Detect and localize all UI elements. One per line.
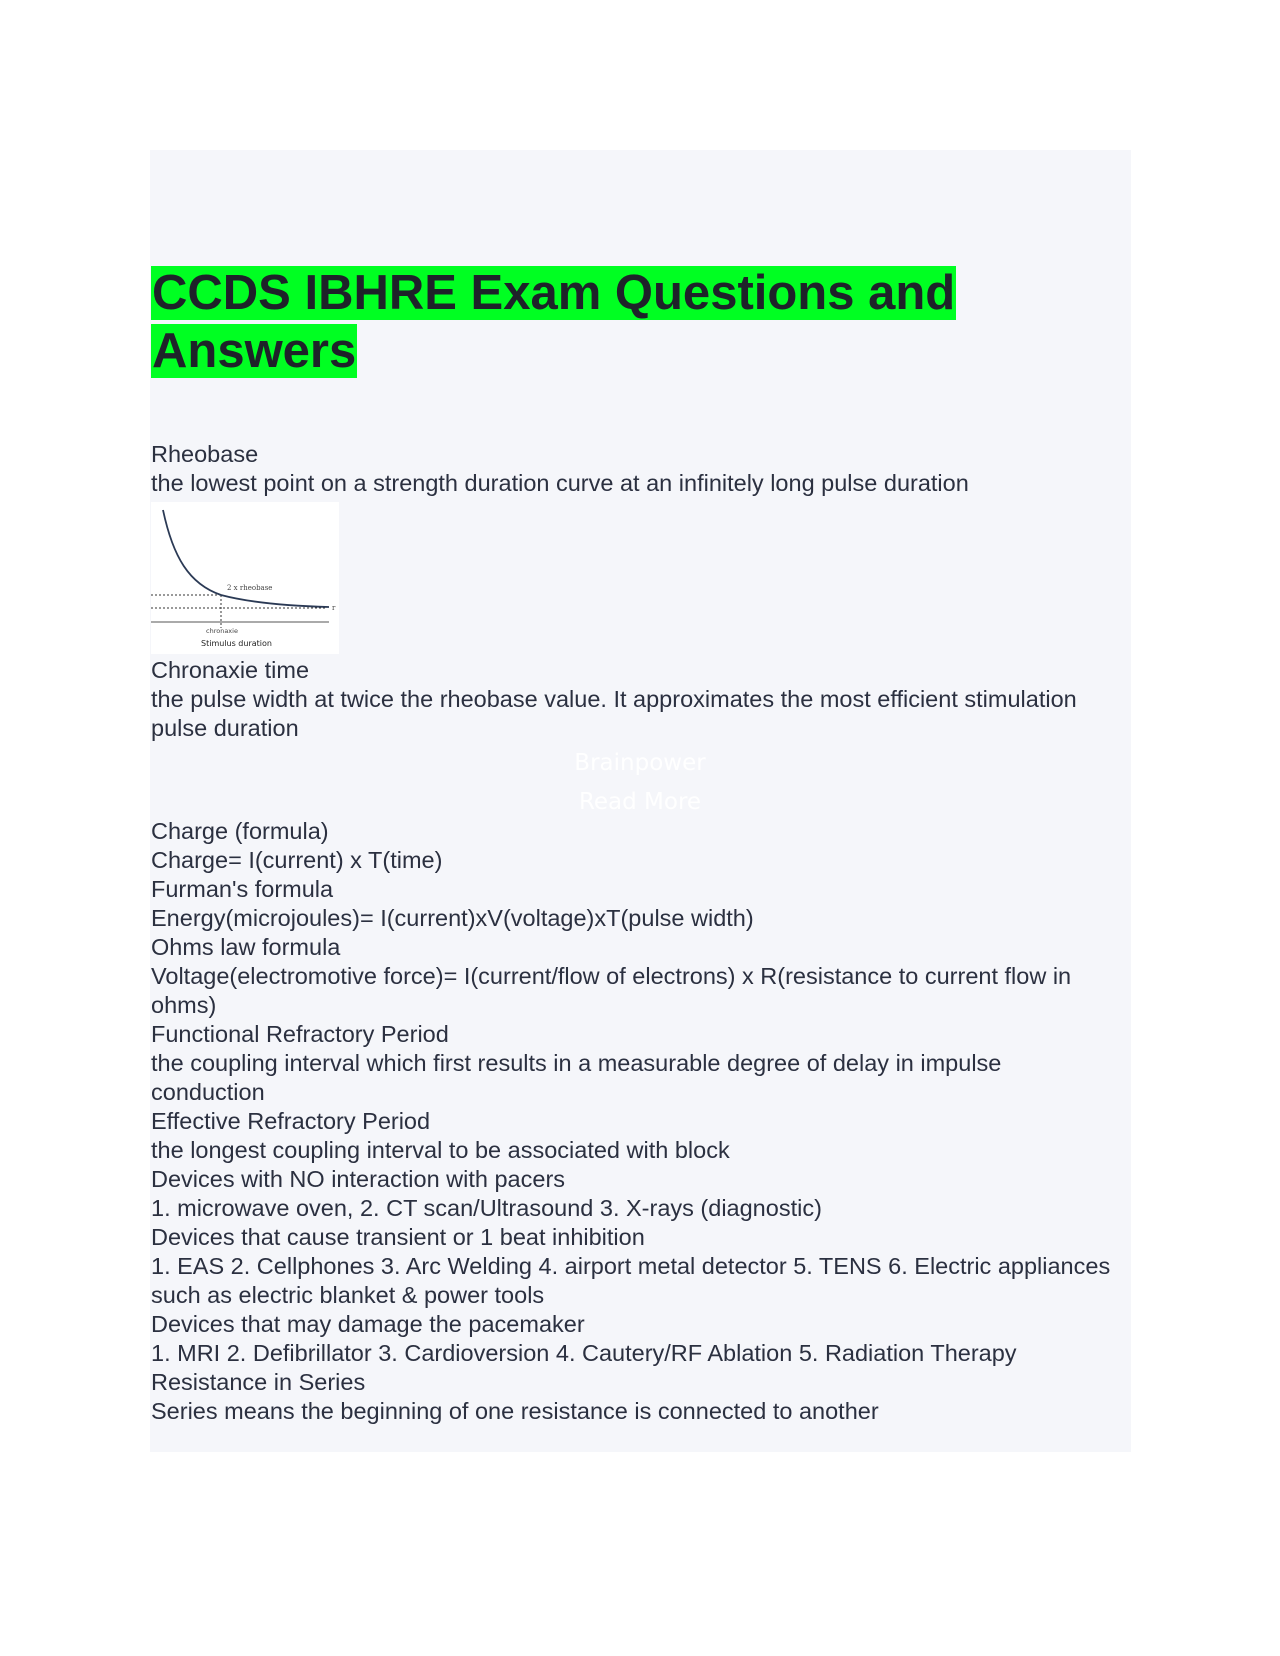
paragraph: Devices that may damage the pacemaker bbox=[151, 1311, 585, 1337]
paragraph: Charge (formula) bbox=[151, 818, 329, 844]
paragraph: 1. microwave oven, 2. CT scan/Ultrasound 3. X-rays (diagnostic) bbox=[151, 1195, 822, 1221]
paragraph: Devices with NO interaction with pacers bbox=[151, 1166, 566, 1192]
read-more-link[interactable]: Read More bbox=[578, 789, 702, 815]
paragraph: Furman's formula bbox=[151, 876, 334, 902]
paragraph: the longest coupling interval to be associated with block bbox=[151, 1137, 730, 1163]
title-highlight: CCDS IBHRE Exam Questions and Answers bbox=[152, 266, 956, 378]
strength-duration-curve-figure bbox=[151, 502, 339, 654]
paragraph: Charge= I(current) x T(time) bbox=[151, 847, 443, 873]
paragraph: 1. MRI 2. Defibrillator 3. Cardioversion 4. Cautery/RF Ablation 5. Radiation Therapy bbox=[151, 1340, 1017, 1366]
chronaxie-label: chronaxie bbox=[206, 627, 238, 635]
axis-label: Stimulus duration bbox=[201, 639, 272, 648]
paragraph: Rheobase bbox=[151, 441, 259, 467]
paragraph: the lowest point on a strength duration curve at an infinitely long pulse duration bbox=[151, 470, 969, 496]
document-title bbox=[151, 264, 1031, 380]
paragraph: Resistance in Series bbox=[151, 1369, 366, 1395]
paragraph: Effective Refractory Period bbox=[151, 1108, 431, 1134]
paragraph: Devices that cause transient or 1 beat inhibition bbox=[151, 1224, 645, 1250]
curve-label: 2 x rheobase bbox=[227, 584, 273, 592]
paragraph: Energy(microjoules)= I(current)xV(voltage)xT(pulse width) bbox=[151, 905, 754, 931]
paragraph: Chronaxie time bbox=[151, 657, 310, 683]
text-block-main bbox=[151, 817, 1121, 1426]
text-block-rheobase bbox=[151, 440, 1121, 498]
text-block-chronaxie bbox=[151, 656, 1121, 743]
strength-duration-curve-icon bbox=[151, 502, 339, 654]
paragraph: Functional Refractory Period bbox=[151, 1021, 449, 1047]
axis-end-label: r bbox=[332, 604, 336, 612]
paragraph: the pulse width at twice the rheobase value. It approximates the most efficient stimulation pulse duration bbox=[151, 686, 1077, 741]
paragraph: Ohms law formula bbox=[151, 934, 341, 960]
paragraph: Series means the beginning of one resistance is connected to another bbox=[151, 1398, 879, 1424]
brand-watermark: Brainpower bbox=[574, 750, 706, 776]
paragraph: Voltage(electromotive force)= I(current/flow of electrons) x R(resistance to current flow in ohms) bbox=[151, 963, 1072, 1018]
paragraph: the coupling interval which first results in a measurable degree of delay in impulse conduction bbox=[151, 1050, 1002, 1105]
paragraph: 1. EAS 2. Cellphones 3. Arc Welding 4. airport metal detector 5. TENS 6. Electric appliances such as electric blanket & power tools bbox=[151, 1253, 1111, 1308]
